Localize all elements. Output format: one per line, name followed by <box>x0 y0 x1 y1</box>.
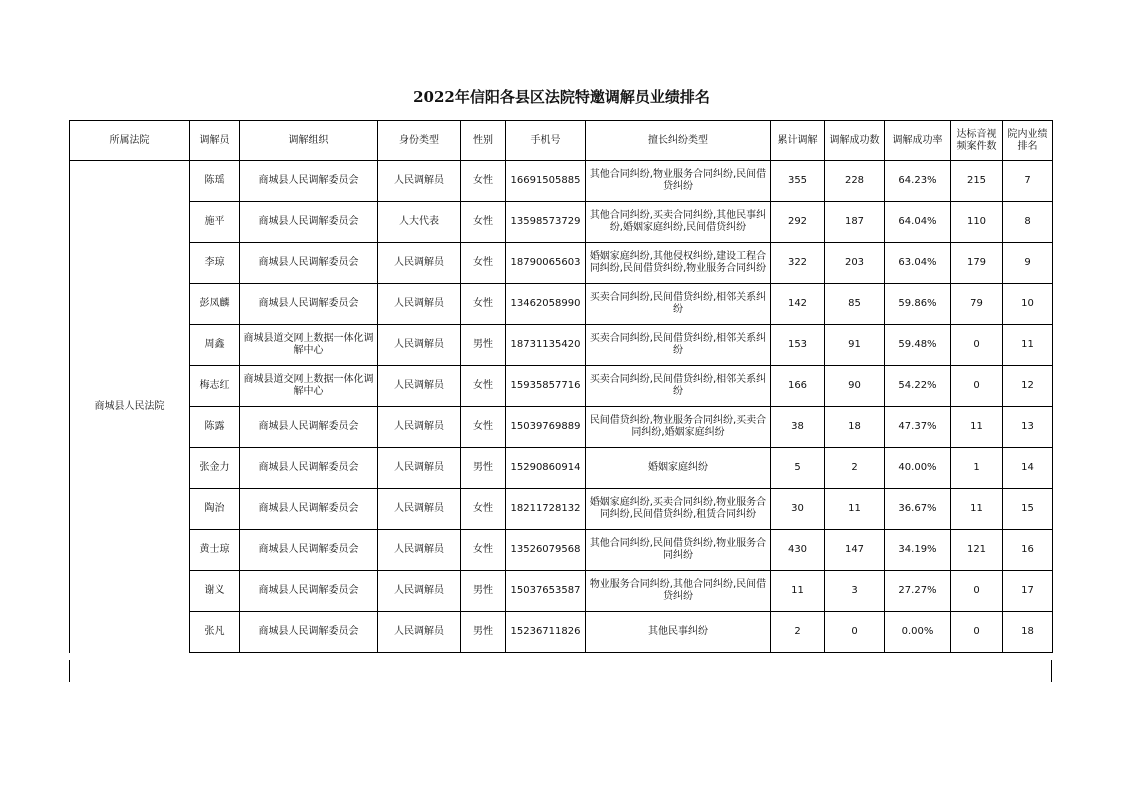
success-count-cell: 203 <box>825 243 885 284</box>
rank-cell: 12 <box>1003 366 1053 407</box>
success-count-cell: 187 <box>825 202 885 243</box>
org-cell: 商城县人民调解委员会 <box>240 571 378 612</box>
av-cases-cell: 11 <box>951 489 1003 530</box>
success-count-cell: 11 <box>825 489 885 530</box>
mediator-cell: 施平 <box>190 202 240 243</box>
header-success-count: 调解成功数 <box>825 121 885 161</box>
identity-cell: 人民调解员 <box>378 407 461 448</box>
success-rate-cell: 47.37% <box>885 407 951 448</box>
gender-cell: 女性 <box>461 202 506 243</box>
identity-cell: 人民调解员 <box>378 243 461 284</box>
header-mediator: 调解员 <box>190 121 240 161</box>
header-success-rate: 调解成功率 <box>885 121 951 161</box>
org-cell: 商城县人民调解委员会 <box>240 243 378 284</box>
court-cell: 商城县人民法院 <box>70 161 190 653</box>
table-row <box>70 161 1053 202</box>
success-rate-cell: 0.00% <box>885 612 951 653</box>
av-cases-cell: 110 <box>951 202 1003 243</box>
phone-cell: 15236711826 <box>506 612 586 653</box>
table-continuation <box>69 660 1052 682</box>
org-cell: 商城县人民调解委员会 <box>240 489 378 530</box>
av-cases-cell: 11 <box>951 407 1003 448</box>
total-cell: 30 <box>771 489 825 530</box>
rank-cell: 9 <box>1003 243 1053 284</box>
total-cell: 322 <box>771 243 825 284</box>
rank-cell: 10 <box>1003 284 1053 325</box>
header-specialty: 擅长纠纷类型 <box>586 121 771 161</box>
mediator-cell: 张金力 <box>190 448 240 489</box>
av-cases-cell: 0 <box>951 325 1003 366</box>
total-cell: 430 <box>771 530 825 571</box>
header-total: 累计调解 <box>771 121 825 161</box>
org-cell: 商城县道交网上数据一体化调解中心 <box>240 366 378 407</box>
identity-cell: 人大代表 <box>378 202 461 243</box>
av-cases-cell: 121 <box>951 530 1003 571</box>
success-count-cell: 0 <box>825 612 885 653</box>
success-rate-cell: 59.86% <box>885 284 951 325</box>
org-cell: 商城县人民调解委员会 <box>240 448 378 489</box>
specialty-cell: 买卖合同纠纷,民间借贷纠纷,相邻关系纠纷 <box>586 325 771 366</box>
av-cases-cell: 79 <box>951 284 1003 325</box>
phone-cell: 13526079568 <box>506 530 586 571</box>
success-rate-cell: 63.04% <box>885 243 951 284</box>
table-row <box>70 202 1053 243</box>
mediator-cell: 梅志红 <box>190 366 240 407</box>
rank-cell: 13 <box>1003 407 1053 448</box>
gender-cell: 男性 <box>461 571 506 612</box>
specialty-cell: 买卖合同纠纷,民间借贷纠纷,相邻关系纠纷 <box>586 366 771 407</box>
gender-cell: 女性 <box>461 243 506 284</box>
mediator-cell: 周鑫 <box>190 325 240 366</box>
specialty-cell: 其他合同纠纷,买卖合同纠纷,其他民事纠纷,婚姻家庭纠纷,民间借贷纠纷 <box>586 202 771 243</box>
mediator-cell: 李琼 <box>190 243 240 284</box>
av-cases-cell: 179 <box>951 243 1003 284</box>
header-rank: 院内业绩排名 <box>1003 121 1053 161</box>
mediator-cell: 彭凤麟 <box>190 284 240 325</box>
gender-cell: 女性 <box>461 489 506 530</box>
success-rate-cell: 27.27% <box>885 571 951 612</box>
gender-cell: 女性 <box>461 284 506 325</box>
av-cases-cell: 215 <box>951 161 1003 202</box>
mediator-cell: 陈露 <box>190 407 240 448</box>
mediator-cell: 黄士琼 <box>190 530 240 571</box>
phone-cell: 15935857716 <box>506 366 586 407</box>
org-cell: 商城县人民调解委员会 <box>240 530 378 571</box>
rank-cell: 7 <box>1003 161 1053 202</box>
gender-cell: 女性 <box>461 407 506 448</box>
org-cell: 商城县人民调解委员会 <box>240 202 378 243</box>
total-cell: 5 <box>771 448 825 489</box>
phone-cell: 15290860914 <box>506 448 586 489</box>
success-rate-cell: 64.23% <box>885 161 951 202</box>
gender-cell: 男性 <box>461 448 506 489</box>
table-row <box>70 407 1053 448</box>
rank-cell: 8 <box>1003 202 1053 243</box>
table-row <box>70 612 1053 653</box>
total-cell: 2 <box>771 612 825 653</box>
phone-cell: 13462058990 <box>506 284 586 325</box>
gender-cell: 女性 <box>461 366 506 407</box>
success-count-cell: 91 <box>825 325 885 366</box>
total-cell: 166 <box>771 366 825 407</box>
gender-cell: 女性 <box>461 530 506 571</box>
phone-cell: 18731135420 <box>506 325 586 366</box>
success-count-cell: 228 <box>825 161 885 202</box>
table-row <box>70 366 1053 407</box>
rank-cell: 16 <box>1003 530 1053 571</box>
rank-cell: 18 <box>1003 612 1053 653</box>
identity-cell: 人民调解员 <box>378 530 461 571</box>
identity-cell: 人民调解员 <box>378 366 461 407</box>
specialty-cell: 买卖合同纠纷,民间借贷纠纷,相邻关系纠纷 <box>586 284 771 325</box>
rank-cell: 14 <box>1003 448 1053 489</box>
specialty-cell: 婚姻家庭纠纷,买卖合同纠纷,物业服务合同纠纷,民间借贷纠纷,租赁合同纠纷 <box>586 489 771 530</box>
identity-cell: 人民调解员 <box>378 161 461 202</box>
table-row <box>70 448 1053 489</box>
identity-cell: 人民调解员 <box>378 612 461 653</box>
total-cell: 142 <box>771 284 825 325</box>
header-av-cases: 达标音视频案件数 <box>951 121 1003 161</box>
header-court: 所属法院 <box>70 121 190 161</box>
total-cell: 38 <box>771 407 825 448</box>
org-cell: 商城县人民调解委员会 <box>240 407 378 448</box>
specialty-cell: 婚姻家庭纠纷 <box>586 448 771 489</box>
rank-cell: 11 <box>1003 325 1053 366</box>
success-count-cell: 18 <box>825 407 885 448</box>
identity-cell: 人民调解员 <box>378 571 461 612</box>
header-row <box>70 121 1053 161</box>
table-row <box>70 489 1053 530</box>
av-cases-cell: 0 <box>951 366 1003 407</box>
specialty-cell: 其他合同纠纷,物业服务合同纠纷,民间借贷纠纷 <box>586 161 771 202</box>
success-count-cell: 147 <box>825 530 885 571</box>
ranking-table <box>69 120 1053 653</box>
phone-cell: 18211728132 <box>506 489 586 530</box>
rank-cell: 17 <box>1003 571 1053 612</box>
specialty-cell: 婚姻家庭纠纷,其他侵权纠纷,建设工程合同纠纷,民间借贷纠纷,物业服务合同纠纷 <box>586 243 771 284</box>
success-count-cell: 2 <box>825 448 885 489</box>
success-count-cell: 3 <box>825 571 885 612</box>
success-rate-cell: 36.67% <box>885 489 951 530</box>
org-cell: 商城县人民调解委员会 <box>240 612 378 653</box>
mediator-cell: 陈瑶 <box>190 161 240 202</box>
specialty-cell: 民间借贷纠纷,物业服务合同纠纷,买卖合同纠纷,婚姻家庭纠纷 <box>586 407 771 448</box>
table-body <box>70 161 1053 653</box>
identity-cell: 人民调解员 <box>378 489 461 530</box>
table-row <box>70 284 1053 325</box>
gender-cell: 男性 <box>461 612 506 653</box>
gender-cell: 女性 <box>461 161 506 202</box>
header-identity: 身份类型 <box>378 121 461 161</box>
page-title: 2022年信阳各县区法院特邀调解员业绩排名 <box>413 88 710 106</box>
header-org: 调解组织 <box>240 121 378 161</box>
identity-cell: 人民调解员 <box>378 448 461 489</box>
success-rate-cell: 64.04% <box>885 202 951 243</box>
success-rate-cell: 59.48% <box>885 325 951 366</box>
table-row <box>70 243 1053 284</box>
success-count-cell: 85 <box>825 284 885 325</box>
av-cases-cell: 0 <box>951 571 1003 612</box>
specialty-cell: 物业服务合同纠纷,其他合同纠纷,民间借贷纠纷 <box>586 571 771 612</box>
phone-cell: 16691505885 <box>506 161 586 202</box>
table-row <box>70 325 1053 366</box>
mediator-cell: 陶治 <box>190 489 240 530</box>
specialty-cell: 其他民事纠纷 <box>586 612 771 653</box>
phone-cell: 15039769889 <box>506 407 586 448</box>
header-phone: 手机号 <box>506 121 586 161</box>
av-cases-cell: 1 <box>951 448 1003 489</box>
org-cell: 商城县人民调解委员会 <box>240 284 378 325</box>
total-cell: 292 <box>771 202 825 243</box>
success-count-cell: 90 <box>825 366 885 407</box>
success-rate-cell: 54.22% <box>885 366 951 407</box>
mediator-cell: 张凡 <box>190 612 240 653</box>
specialty-cell: 其他合同纠纷,民间借贷纠纷,物业服务合同纠纷 <box>586 530 771 571</box>
table-row <box>70 530 1053 571</box>
gender-cell: 男性 <box>461 325 506 366</box>
av-cases-cell: 0 <box>951 612 1003 653</box>
table-row <box>70 571 1053 612</box>
org-cell: 商城县道交网上数据一体化调解中心 <box>240 325 378 366</box>
header-gender: 性别 <box>461 121 506 161</box>
org-cell: 商城县人民调解委员会 <box>240 161 378 202</box>
identity-cell: 人民调解员 <box>378 325 461 366</box>
mediator-cell: 谢义 <box>190 571 240 612</box>
phone-cell: 18790065603 <box>506 243 586 284</box>
total-cell: 153 <box>771 325 825 366</box>
total-cell: 355 <box>771 161 825 202</box>
phone-cell: 13598573729 <box>506 202 586 243</box>
phone-cell: 15037653587 <box>506 571 586 612</box>
identity-cell: 人民调解员 <box>378 284 461 325</box>
success-rate-cell: 40.00% <box>885 448 951 489</box>
success-rate-cell: 34.19% <box>885 530 951 571</box>
rank-cell: 15 <box>1003 489 1053 530</box>
total-cell: 11 <box>771 571 825 612</box>
